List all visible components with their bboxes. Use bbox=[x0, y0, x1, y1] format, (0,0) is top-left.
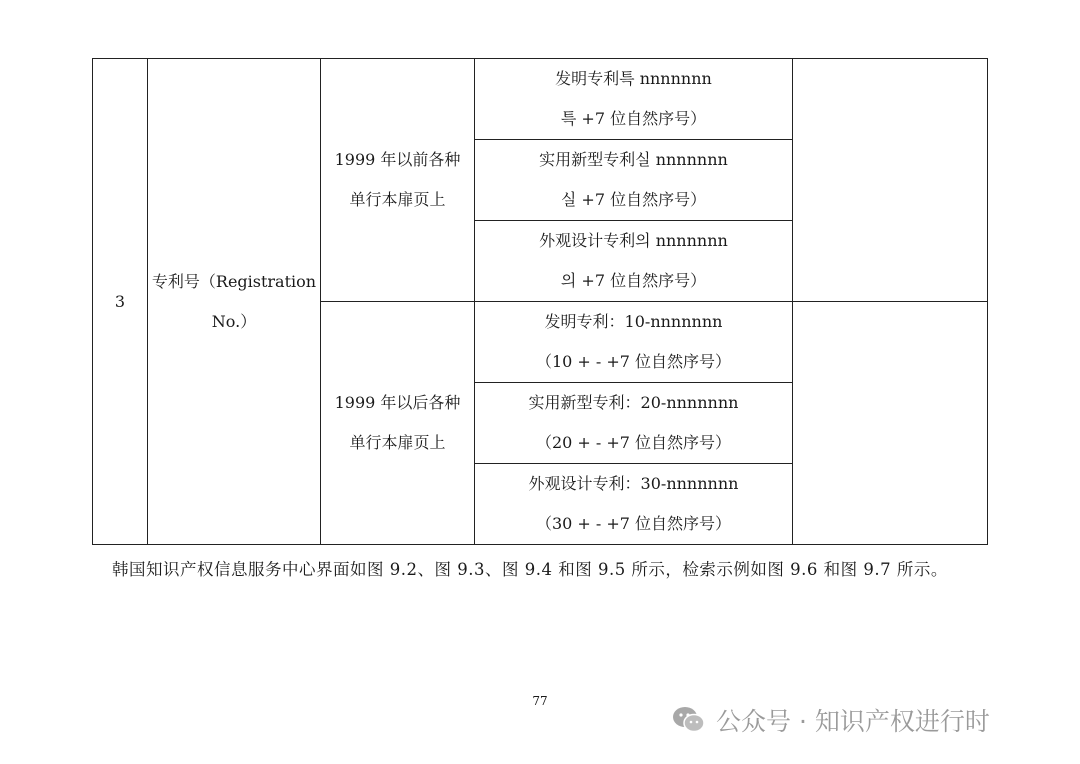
format-line: 外观设计专利의 nnnnnnn bbox=[539, 231, 728, 250]
format-line: 实用新型专利：20-nnnnnnn bbox=[528, 393, 739, 412]
format-cell bbox=[475, 221, 793, 302]
scope-line: 单行本扉页上 bbox=[349, 190, 446, 209]
format-cell bbox=[475, 59, 793, 140]
scope-cell-before-1999 bbox=[321, 59, 475, 302]
scope-line: 1999 年以前各种 bbox=[334, 150, 461, 169]
scope-line: 1999 年以后各种 bbox=[334, 393, 461, 412]
row-number-cell: 3 bbox=[93, 59, 148, 545]
format-line: 실 +7 位自然序号） bbox=[560, 190, 707, 209]
format-line: 发明专利：10-nnnnnnn bbox=[544, 312, 723, 331]
watermark bbox=[672, 700, 990, 740]
format-line: 发明专利특 nnnnnnn bbox=[555, 69, 712, 88]
format-cell bbox=[475, 383, 793, 464]
body-paragraph: 韩国知识产权信息服务中心界面如图 9.2、图 9.3、图 9.4 和图 9.5 所示，检索示例如图 9.6 和图 9.7 所示。 bbox=[112, 560, 948, 579]
format-line: 특 +7 位自然序号） bbox=[560, 109, 707, 128]
wechat-icon bbox=[672, 705, 706, 735]
page-number: 77 bbox=[532, 694, 548, 708]
format-line: 外观设计专利：30-nnnnnnn bbox=[528, 474, 739, 493]
watermark-text: 公众号 · 知识产权进行时 bbox=[716, 707, 990, 736]
scope-cell-after-1999 bbox=[321, 302, 475, 545]
format-line: 实用新型专利실 nnnnnnn bbox=[539, 150, 728, 169]
format-cell bbox=[475, 464, 793, 545]
format-cell bbox=[475, 302, 793, 383]
scope-line: 单行本扉页上 bbox=[349, 433, 446, 452]
field-name-line: No.） bbox=[211, 311, 257, 331]
format-line: （20 + - +7 位自然序号） bbox=[535, 433, 732, 452]
field-name-cell bbox=[148, 59, 321, 545]
field-name-line: 专利号（Registration bbox=[151, 271, 317, 291]
format-line: （30 + - +7 位自然序号） bbox=[535, 514, 732, 533]
format-cell bbox=[475, 140, 793, 221]
format-line: （10 + - +7 位自然序号） bbox=[535, 352, 732, 371]
patent-number-table bbox=[92, 58, 988, 545]
empty-cell bbox=[793, 59, 988, 302]
empty-cell bbox=[793, 302, 988, 545]
format-line: 의 +7 位自然序号） bbox=[560, 271, 707, 290]
